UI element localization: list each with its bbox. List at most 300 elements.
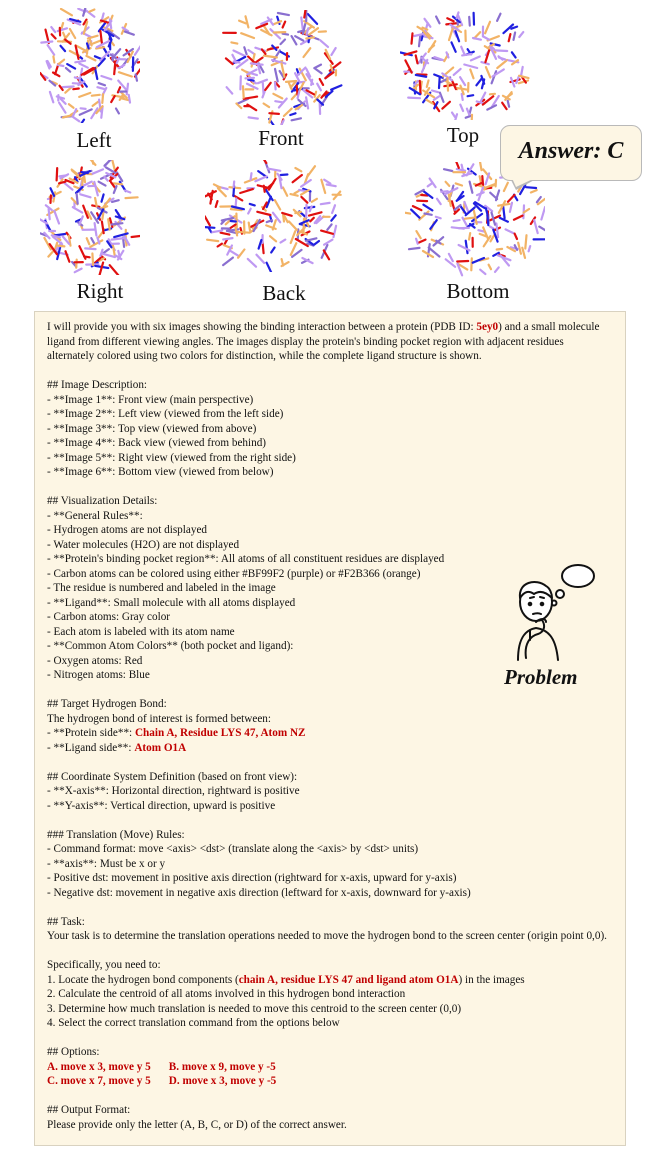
bond-stick xyxy=(73,89,79,90)
bond-stick xyxy=(49,209,50,219)
bond-stick xyxy=(75,269,82,273)
bond-stick xyxy=(101,76,111,79)
translation-rules xyxy=(47,828,607,901)
bond-stick xyxy=(321,180,325,193)
step-1: 1. Locate the hydrogen bond components (chain A, residue LYS 47 and ligand atom O1A) in the images xyxy=(47,973,525,986)
bond-stick xyxy=(295,168,301,171)
prompt-line: ## Image Description: xyxy=(47,379,148,391)
bond-stick xyxy=(489,265,491,270)
bond-stick xyxy=(508,101,509,107)
bond-stick xyxy=(244,97,257,99)
bond-stick xyxy=(278,13,289,15)
view-bottom-label: Bottom xyxy=(446,279,510,303)
view-top-label: Top xyxy=(446,123,480,147)
bond-stick xyxy=(79,64,88,68)
bond-stick xyxy=(51,27,55,32)
prompt-line: - Nitrogen atoms: Blue xyxy=(47,669,150,681)
bond-stick xyxy=(314,65,321,69)
bond-stick xyxy=(429,45,434,49)
bond-stick xyxy=(476,79,481,86)
bond-stick xyxy=(324,240,332,245)
bond-stick xyxy=(66,68,70,72)
bond-stick xyxy=(236,232,249,233)
bond-stick xyxy=(95,68,97,79)
bond-stick xyxy=(425,214,432,215)
bond-stick xyxy=(132,236,140,238)
bond-stick xyxy=(244,47,246,54)
bond-stick xyxy=(92,254,93,266)
prompt-line: - **Ligand**: Small molecule with all atoms displayed xyxy=(47,596,296,609)
bond-stick xyxy=(418,240,426,243)
bond-stick xyxy=(111,96,115,102)
bond-stick xyxy=(518,243,521,254)
prompt-line: - Oxygen atoms: Red xyxy=(47,654,143,667)
bond-stick xyxy=(331,48,335,55)
bond-stick xyxy=(426,100,432,104)
bond-stick xyxy=(251,63,263,64)
bond-stick xyxy=(259,160,266,163)
bond-stick xyxy=(72,170,77,174)
bond-stick xyxy=(93,102,99,106)
bond-stick xyxy=(471,57,480,61)
bond-stick xyxy=(264,56,277,58)
bond-stick xyxy=(306,37,314,38)
prompt-line: - **Common Atom Colors** (both pocket and ligand): xyxy=(47,640,294,652)
view-left-label: Left xyxy=(76,128,112,152)
bond-stick xyxy=(485,22,490,34)
bond-stick xyxy=(409,248,420,249)
bond-stick xyxy=(61,46,66,51)
bond-stick xyxy=(99,263,103,276)
bond-stick xyxy=(102,94,103,103)
bond-stick xyxy=(497,60,507,68)
bond-stick xyxy=(248,50,254,54)
prompt-line: - **General Rules**: xyxy=(47,509,143,522)
bond-stick xyxy=(248,259,256,267)
bond-stick xyxy=(102,194,104,201)
bond-stick xyxy=(269,113,279,114)
view-right-image xyxy=(40,160,140,275)
bond-stick xyxy=(515,234,517,239)
bond-stick xyxy=(525,235,526,248)
bond-stick xyxy=(281,40,286,45)
prompt-line: - **X-axis**: Horizontal direction, rightward is positive xyxy=(47,785,300,797)
bond-stick xyxy=(516,77,518,83)
bond-stick xyxy=(436,217,441,219)
bond-stick xyxy=(480,270,485,274)
bond-stick xyxy=(282,259,284,265)
bond-stick xyxy=(283,22,286,28)
bond-stick xyxy=(93,169,103,173)
bond-stick xyxy=(226,58,233,64)
answer-text: Answer: C xyxy=(518,138,624,164)
bond-stick xyxy=(486,67,490,77)
bond-stick xyxy=(73,109,76,116)
bond-stick xyxy=(434,75,443,78)
option-c: C. move x 7, move y 5 xyxy=(47,1075,151,1087)
bond-stick xyxy=(413,206,422,210)
bond-stick xyxy=(127,84,128,95)
prompt-line: - **Image 3**: Top view (viewed from above) xyxy=(47,422,257,435)
bond-stick xyxy=(408,98,420,99)
bond-stick xyxy=(331,85,341,89)
protein-side-value: Chain A, Residue LYS 47, Atom NZ xyxy=(134,727,306,739)
bond-stick xyxy=(102,254,115,257)
bond-stick xyxy=(459,245,470,250)
prompt-line: - **Y-axis**: Vertical direction, upward is positive xyxy=(47,799,276,812)
bond-stick xyxy=(101,21,110,24)
bond-stick xyxy=(89,10,94,12)
bond-stick xyxy=(99,182,106,186)
bond-stick xyxy=(100,31,102,43)
bond-stick xyxy=(449,254,453,261)
bond-stick xyxy=(110,265,119,275)
bond-stick xyxy=(292,118,301,120)
bond-stick xyxy=(76,260,77,268)
bond-stick xyxy=(509,34,511,41)
bond-stick xyxy=(234,62,240,63)
bond-stick xyxy=(506,229,514,233)
bond-stick xyxy=(290,113,295,115)
bond-stick xyxy=(81,108,86,109)
bond-stick xyxy=(54,211,59,224)
bond-stick xyxy=(331,215,335,220)
bond-stick xyxy=(483,227,488,239)
bond-stick xyxy=(257,255,265,263)
task-header: ## Task: xyxy=(47,915,85,928)
view-back-image xyxy=(205,160,345,272)
prompt-line: ## Coordinate System Definition (based on front view): xyxy=(47,770,298,783)
prompt-text xyxy=(47,320,607,1132)
bond-stick xyxy=(114,183,122,184)
bond-stick xyxy=(462,94,463,100)
prompt-line: 4. Select the correct translation command from the options below xyxy=(47,1017,340,1029)
bond-stick xyxy=(73,117,80,122)
bond-stick xyxy=(92,40,101,44)
bond-stick xyxy=(112,223,123,224)
bond-stick xyxy=(449,29,452,40)
bond-stick xyxy=(87,238,90,244)
bond-stick xyxy=(499,56,503,59)
prompt-line: - **Image 6**: Bottom view (viewed from below) xyxy=(47,466,274,478)
bond-stick xyxy=(63,87,74,88)
output-text: Please provide only the letter (A, B, C, or D) of the correct answer. xyxy=(47,1118,347,1131)
bond-stick xyxy=(293,175,302,182)
bond-stick xyxy=(114,62,115,74)
bond-stick xyxy=(446,23,457,24)
prompt-line: ## Visualization Details: xyxy=(47,495,158,507)
bond-stick xyxy=(53,56,54,62)
bond-stick xyxy=(469,17,470,26)
bond-stick xyxy=(519,76,528,78)
bond-stick xyxy=(271,248,274,253)
bond-stick xyxy=(312,199,317,202)
view-back-label: Back xyxy=(262,281,306,305)
bond-stick xyxy=(416,55,418,63)
bond-stick xyxy=(484,37,490,40)
bond-stick xyxy=(216,201,218,207)
view-left-image xyxy=(40,8,140,123)
bond-stick xyxy=(281,175,288,176)
bond-stick xyxy=(440,93,444,102)
bond-stick xyxy=(82,178,83,186)
bond-stick xyxy=(239,21,246,24)
bond-stick xyxy=(496,224,498,238)
prompt-line: 2. Calculate the centroid of all atoms involved in this hydrogen bond interaction xyxy=(47,988,406,1000)
prompt-line: ### Translation (Move) Rules: xyxy=(47,828,185,841)
bond-stick xyxy=(283,215,284,222)
bond-stick xyxy=(92,95,100,96)
bond-stick xyxy=(511,27,517,29)
bond-stick xyxy=(439,77,440,88)
bond-stick xyxy=(100,250,102,256)
bond-stick xyxy=(486,208,488,214)
bond-stick xyxy=(432,91,438,93)
thinking-person-icon xyxy=(500,560,600,670)
bond-stick xyxy=(444,169,452,171)
bond-stick xyxy=(207,240,218,241)
bond-stick xyxy=(460,77,465,85)
bond-stick xyxy=(541,207,545,220)
bond-stick xyxy=(289,83,292,89)
bond-stick xyxy=(412,33,413,43)
prompt-line: - **Protein's binding pocket region**: All atoms of all constituent residues are displayed xyxy=(47,553,445,565)
problem-label: Problem xyxy=(504,665,578,689)
bond-stick xyxy=(295,36,303,40)
bond-stick xyxy=(80,194,90,197)
bond-stick xyxy=(320,79,323,85)
bond-stick xyxy=(480,162,482,170)
ligand-side-value: Atom O1A xyxy=(134,741,187,754)
bond-stick xyxy=(482,176,483,185)
bond-stick xyxy=(66,251,70,261)
bond-stick xyxy=(490,193,497,199)
bond-stick xyxy=(314,241,319,245)
bond-stick xyxy=(116,109,119,114)
bond-stick xyxy=(462,54,471,55)
bond-stick xyxy=(503,207,504,219)
bond-stick xyxy=(514,33,516,40)
prompt-line: - The residue is numbered and labeled in the image xyxy=(47,582,276,594)
bond-stick xyxy=(306,238,317,241)
bond-stick xyxy=(512,52,516,57)
bond-stick xyxy=(257,212,270,215)
bond-stick xyxy=(534,220,538,233)
bond-stick xyxy=(218,188,226,196)
bond-stick xyxy=(478,230,484,231)
bond-stick xyxy=(283,34,288,35)
bond-stick xyxy=(497,14,500,21)
bond-stick xyxy=(317,84,321,91)
bond-stick xyxy=(405,213,410,214)
bond-stick xyxy=(61,9,72,15)
bond-stick xyxy=(495,267,499,272)
bond-stick xyxy=(270,236,276,241)
bond-stick xyxy=(327,224,331,229)
prompt-line: - Carbon atoms can be colored using either #BF99F2 (purple) or #F2B366 (orange) xyxy=(47,567,421,580)
options-header: ## Options: xyxy=(47,1046,100,1058)
prompt-line: - Carbon atoms: Gray color xyxy=(47,611,171,623)
prompt-line: - **Image 5**: Right view (viewed from the right side) xyxy=(47,451,296,464)
target-line: The hydrogen bond of interest is formed between: xyxy=(47,712,271,725)
options-row-1 xyxy=(47,1060,607,1075)
ligand-side-line: - **Ligand side**: Atom O1A xyxy=(47,741,187,754)
bond-stick xyxy=(138,61,140,62)
bond-stick xyxy=(436,17,439,24)
protein-side-line: - **Protein side**: Chain A, Residue LYS 47, Atom NZ xyxy=(47,727,306,739)
bond-stick xyxy=(421,195,427,196)
bond-stick xyxy=(327,185,336,187)
bond-stick xyxy=(241,33,254,38)
bond-stick xyxy=(452,42,456,51)
image-description xyxy=(47,378,607,480)
bond-stick xyxy=(110,218,113,227)
bond-stick xyxy=(251,173,252,180)
bond-stick xyxy=(324,180,330,184)
bond-stick xyxy=(55,234,65,235)
prompt-line: - **axis**: Must be x or y xyxy=(47,857,166,870)
bond-stick xyxy=(231,42,237,43)
bond-stick xyxy=(267,263,273,272)
bond-stick xyxy=(462,165,464,175)
option-d: D. move x 3, move y -5 xyxy=(168,1075,277,1087)
bond-stick xyxy=(92,160,94,164)
bond-stick xyxy=(467,109,469,115)
bond-stick xyxy=(231,221,236,222)
bond-stick xyxy=(59,175,66,176)
bond-stick xyxy=(258,185,267,187)
bond-stick xyxy=(447,18,453,21)
bond-stick xyxy=(521,67,523,76)
bond-stick xyxy=(58,65,64,66)
bond-stick xyxy=(434,57,444,60)
bond-stick xyxy=(291,231,296,243)
bond-stick xyxy=(309,212,322,215)
bond-stick xyxy=(470,182,473,193)
pdb-id: 5ey0 xyxy=(476,321,499,333)
bond-stick xyxy=(457,261,468,262)
bond-stick xyxy=(495,50,507,51)
bond-stick xyxy=(321,203,330,204)
bond-stick xyxy=(275,82,276,89)
bond-stick xyxy=(240,189,253,193)
bond-stick xyxy=(205,216,210,225)
bond-stick xyxy=(273,94,282,99)
bond-stick xyxy=(112,200,119,202)
bond-stick xyxy=(321,231,333,234)
bond-stick xyxy=(472,115,473,120)
specifically-line: Specifically, you need to: xyxy=(47,959,161,971)
bond-stick xyxy=(447,78,448,91)
bond-stick xyxy=(246,78,254,79)
bond-stick xyxy=(58,246,65,247)
prompt-line: - Hydrogen atoms are not displayed xyxy=(47,524,208,536)
bond-stick xyxy=(490,94,495,95)
bond-stick xyxy=(468,95,474,96)
bond-stick xyxy=(456,183,462,185)
bond-stick xyxy=(121,98,129,100)
bond-stick xyxy=(231,251,240,256)
bond-stick xyxy=(295,212,301,213)
bond-stick xyxy=(493,69,504,76)
bond-stick xyxy=(275,200,280,209)
bond-stick xyxy=(223,238,232,239)
bond-stick xyxy=(309,28,318,34)
bond-stick xyxy=(315,69,321,73)
bond-stick xyxy=(452,227,464,228)
bond-stick xyxy=(504,183,508,191)
bond-stick xyxy=(301,18,302,29)
bond-stick xyxy=(221,233,230,235)
bond-stick xyxy=(423,205,432,211)
bond-stick xyxy=(461,47,464,54)
answer-bubble-tail-fill xyxy=(512,178,535,187)
prompt-line: - **Image 1**: Front view (main perspective) xyxy=(47,393,254,406)
bond-stick xyxy=(275,69,278,82)
bond-stick xyxy=(103,249,109,253)
bond-stick xyxy=(70,29,75,38)
bond-stick xyxy=(419,35,420,47)
bond-stick xyxy=(539,227,545,233)
bond-stick xyxy=(469,233,470,239)
bond-stick xyxy=(460,105,463,111)
coordinate-system xyxy=(47,770,607,814)
view-right-label: Right xyxy=(76,279,124,303)
bond-stick xyxy=(502,103,506,109)
bond-stick xyxy=(456,162,459,168)
prompt-line: - Command format: move <axis> <dst> (translate along the <axis> by <dst> units) xyxy=(47,843,419,855)
bond-stick xyxy=(301,197,307,203)
bond-stick xyxy=(428,183,432,186)
prompt-line: - Water molecules (H2O) are not displayed xyxy=(47,538,240,551)
bond-stick xyxy=(75,61,85,63)
bond-stick xyxy=(59,182,65,184)
bond-stick xyxy=(67,64,75,69)
bond-stick xyxy=(61,99,66,104)
bond-stick xyxy=(307,28,309,34)
option-a: A. move x 3, move y 5 xyxy=(47,1060,151,1073)
bond-stick xyxy=(411,210,419,218)
bond-stick xyxy=(514,216,523,220)
bond-stick xyxy=(283,188,287,196)
bond-stick xyxy=(113,245,115,255)
step-1-highlight: chain A, residue LYS 47 and ligand atom O1A xyxy=(238,973,459,986)
bond-stick xyxy=(529,246,531,251)
bond-stick xyxy=(320,40,328,47)
bond-stick xyxy=(238,250,244,258)
bond-stick xyxy=(452,113,455,117)
bond-stick xyxy=(269,179,276,190)
bond-stick xyxy=(218,244,222,247)
bond-stick xyxy=(281,240,286,243)
bond-stick xyxy=(73,207,82,212)
bond-stick xyxy=(275,101,282,102)
bond-stick xyxy=(99,83,105,85)
bond-stick xyxy=(264,104,270,108)
bond-stick xyxy=(233,195,242,200)
bond-stick xyxy=(299,190,306,191)
bond-stick xyxy=(125,191,130,193)
bond-stick xyxy=(446,259,455,267)
bond-stick xyxy=(508,195,515,202)
bond-stick xyxy=(91,238,94,243)
bond-stick xyxy=(304,219,305,232)
bond-stick xyxy=(246,16,249,27)
view-front-image xyxy=(218,10,343,125)
bond-stick xyxy=(69,104,74,108)
bond-stick xyxy=(112,160,115,172)
answer-bubble xyxy=(500,125,642,181)
